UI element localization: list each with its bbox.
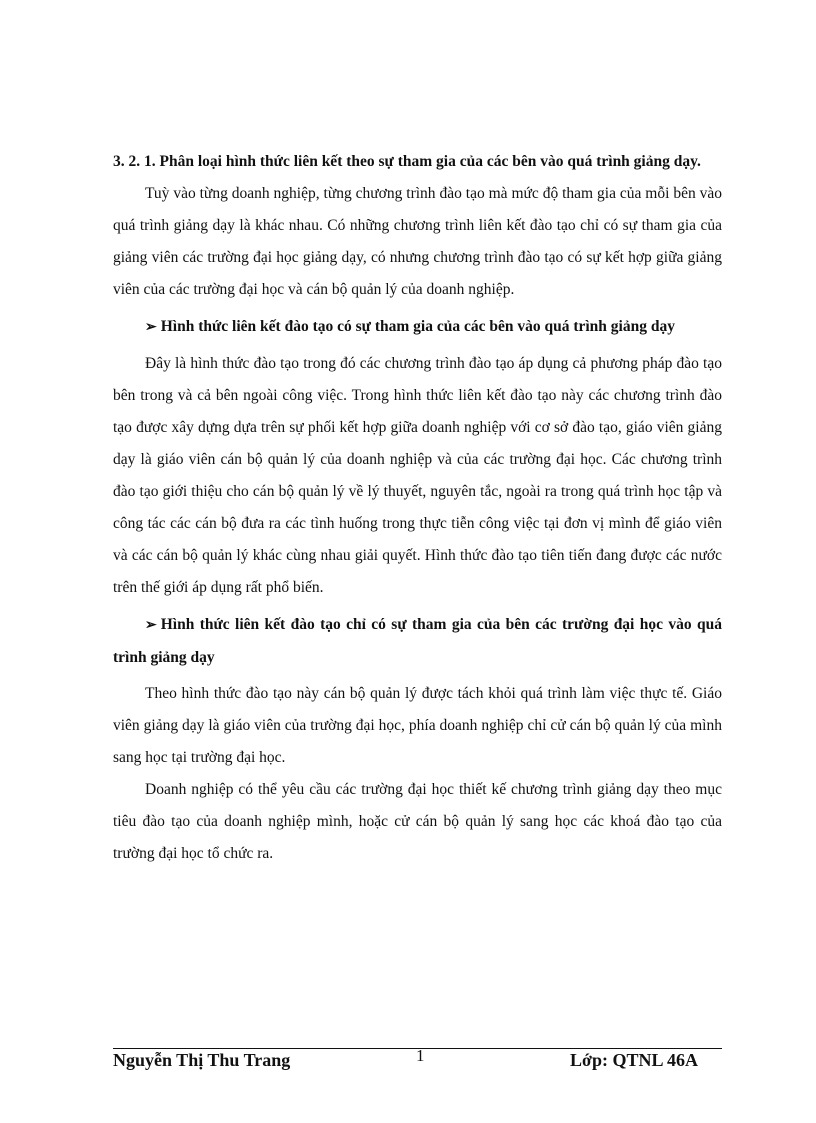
subsection-heading-2 — [113, 609, 722, 674]
subsection-body-2a: Theo hình thức đào tạo này cán bộ quản lý được tách khỏi quá trình làm việc thực tế. Giáo viên giảng dạy là giáo viên của trường đại học, phía doanh nghiệp chỉ cử cán bộ quản lý của mình sang học tại trường đại học. — [113, 685, 722, 766]
subsection-title-1: Hình thức liên kết đào tạo có sự tham gia của các bên vào quá trình giảng dạy — [160, 318, 675, 335]
intro-paragraph: Tuỳ vào từng doanh nghiệp, từng chương trình đào tạo mà mức độ tham gia của mỗi bên vào quá trình giảng dạy là khác nhau. Có những chương trình liên kết đào tạo chỉ có sự tham gia của giảng viên các trường đại học giảng dạy, có nhưng chương trình đào tạo có sự kết hợp giữa giảng viên của các trường đại học và cán bộ quản lý của doanh nghiệp. — [113, 185, 722, 298]
subsection-title-2: Hình thức liên kết đào tạo chỉ có sự tham gia của bên các trường đại học vào quá trình giảng dạy — [113, 616, 722, 666]
arrow-bullet-icon: ➢ — [145, 320, 157, 335]
footer-author: Nguyễn Thị Thu Trang — [113, 1050, 291, 1070]
page-content — [113, 146, 722, 870]
arrow-bullet-icon: ➢ — [145, 618, 157, 633]
subsection-body-1: Đây là hình thức đào tạo trong đó các chương trình đào tạo áp dụng cả phương pháp đào tạo bên trong và cả bên ngoài công việc. Trong hình thức liên kết đào tạo này các chương trình đào tạo được xây dựng dựa trên sự phối kết hợp giữa doanh nghiệp với cơ sở đào tạo, giáo viên giảng dạy là giáo viên cán bộ quản lý của doanh nghiệp và của các trường đại học. Các chương trình đào tạo giới thiệu cho cán bộ quản lý về lý thuyết, nguyên tắc, ngoài ra trong quá trình học tập và công tác các cán bộ đưa ra các tình huống trong thực tiễn công việc tại đơn vị mình để giáo viên và các cán bộ quản lý khác cùng nhau giải quyết. Hình thức đào tạo tiên tiến đang được các nước trên thế giới áp dụng rất phổ biến. — [113, 355, 722, 596]
footer-class-label: Lớp: QTNL 46A — [570, 1050, 698, 1070]
subsection-heading-1 — [113, 311, 722, 344]
section-heading: 3. 2. 1. Phân loại hình thức liên kết theo sự tham gia của các bên vào quá trình giảng dạy. — [113, 153, 701, 170]
footer-page-number: 1 — [416, 1046, 425, 1065]
subsection-body-2b: Doanh nghiệp có thể yêu cầu các trường đại học thiết kế chương trình giảng dạy theo mục tiêu đào tạo của doanh nghiệp mình, hoặc cử cán bộ quản lý sang học các khoá đào tạo của trường đại học tổ chức ra. — [113, 781, 722, 862]
